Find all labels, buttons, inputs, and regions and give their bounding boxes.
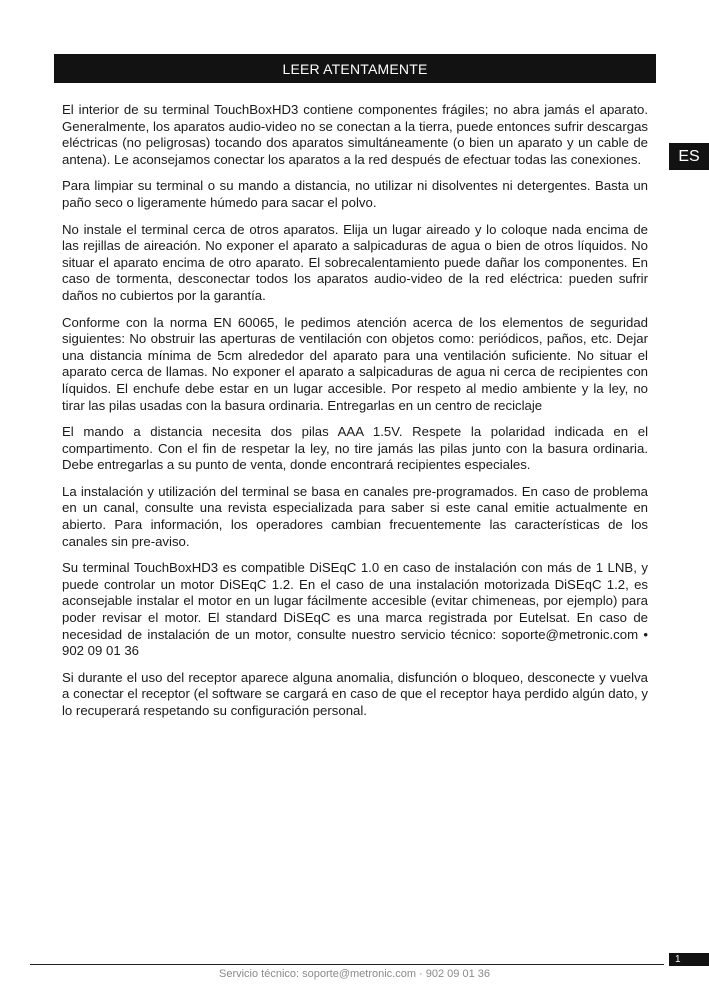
footer-service-contact: Servicio técnico: soporte@metronic.com · 902 09 01 36	[218, 968, 491, 980]
paragraph-channels: La instalación y utilización del terminal se basa en canales pre-programados. En caso de problema en un canal, consulte una revista especializada para saber si este canal emitie actualmente en abierto. Para información, los operadores cambian frecuentemente las características de los canales sin pre-aviso.	[62, 483, 648, 549]
document-body	[62, 102, 648, 730]
section-header	[54, 54, 656, 83]
page-number-tab	[669, 953, 709, 966]
paragraph-fragile-components: El interior de su terminal TouchBoxHD3 contiene componentes frágiles; no abra jamás el aparato. Generalmente, los aparatos audio-video no se conectan a la tierra, puede entonces sufrir descargas eléctricas (no peligrosas) tocando dos aparatos simultáneamente (o bien un aparato y un cable de antena). Le aconsejamos conectar los aparatos a la red después de efectuar todas las conexiones.	[62, 102, 648, 167]
paragraph-placement: No instale el terminal cerca de otros aparatos. Elija un lugar aireado y lo coloque nada encima de las rejillas de aireación. No exponer el aparato a salpicaduras de agua o bien de otros líquidos. No situar el aparato encima de otro aparato. El sobrecalentamiento puede dañar los componentes. En caso de tormenta, desconectar todos los aparatos audio-video de la red eléctrica: pueden sufrir daños no cubiertos por la garantía.	[62, 221, 648, 303]
paragraph-en60065-safety: Conforme con la norma EN 60065, le pedimos atención acerca de los elementos de seguridad siguientes: No obstruir las aperturas de ventilación con objetos como: periódicos, paños, etc. Dejar una distancia mínima de 5cm alrededor del aparato para una ventilación suficiente. No situar el aparato cerca de llamas. No exponer el aparato a salpicaduras de agua ni cerca de recipientes con líquidos. El enchufe debe estar en un lugar accesible. Por respeto al medio ambiente y la ley, no tirar las pilas usadas con la basura ordinaria. Entregarlas en un centro de reciclaje	[62, 314, 648, 413]
section-title: LEER ATENTAMENTE	[282, 60, 428, 77]
paragraph-remote-batteries: El mando a distancia necesita dos pilas AAA 1.5V. Respete la polaridad indicada en el compartimento. Con el fin de respetar la ley, no tire jamás las pilas junto con la basura ordinaria. Debe entregarlas a su punto de venta, donde encontrará recipientes especiales.	[62, 424, 648, 473]
footer-divider	[30, 964, 664, 965]
page-number: 1	[675, 954, 681, 965]
paragraph-troubleshooting: Si durante el uso del receptor aparece alguna anomalia, disfunción o bloqueo, desconecte y vuelva a conectar el receptor (el software se cargará en caso de que el receptor haya perdido algún dato, y lo recuperará respetando su configuración personal.	[62, 669, 648, 718]
language-label: ES	[678, 147, 700, 165]
language-tab	[669, 143, 709, 170]
paragraph-diseqc: Su terminal TouchBoxHD3 es compatible DiSEqC 1.0 en caso de instalación con más de 1 LNB, y puede controlar un motor DiSEqC 1.2. En el caso de una instalación motorizada DiSEqC 1.2, es aconsejable instalar el motor en un lugar fácilmente accesible (evitar chimeneas, por ejemplo) para poder revisar el motor. El standard DiSEqC es una marca registrada por Eutelsat. En caso de necesidad de instalación de un motor, consulte nuestro servicio técnico: soporte@metronic.com • 902 09 01 36	[62, 560, 648, 659]
paragraph-cleaning: Para limpiar su terminal o su mando a distancia, no utilizar ni disolventes ni detergentes. Basta un paño seco o ligeramente húmedo para sacar el polvo.	[62, 178, 648, 210]
